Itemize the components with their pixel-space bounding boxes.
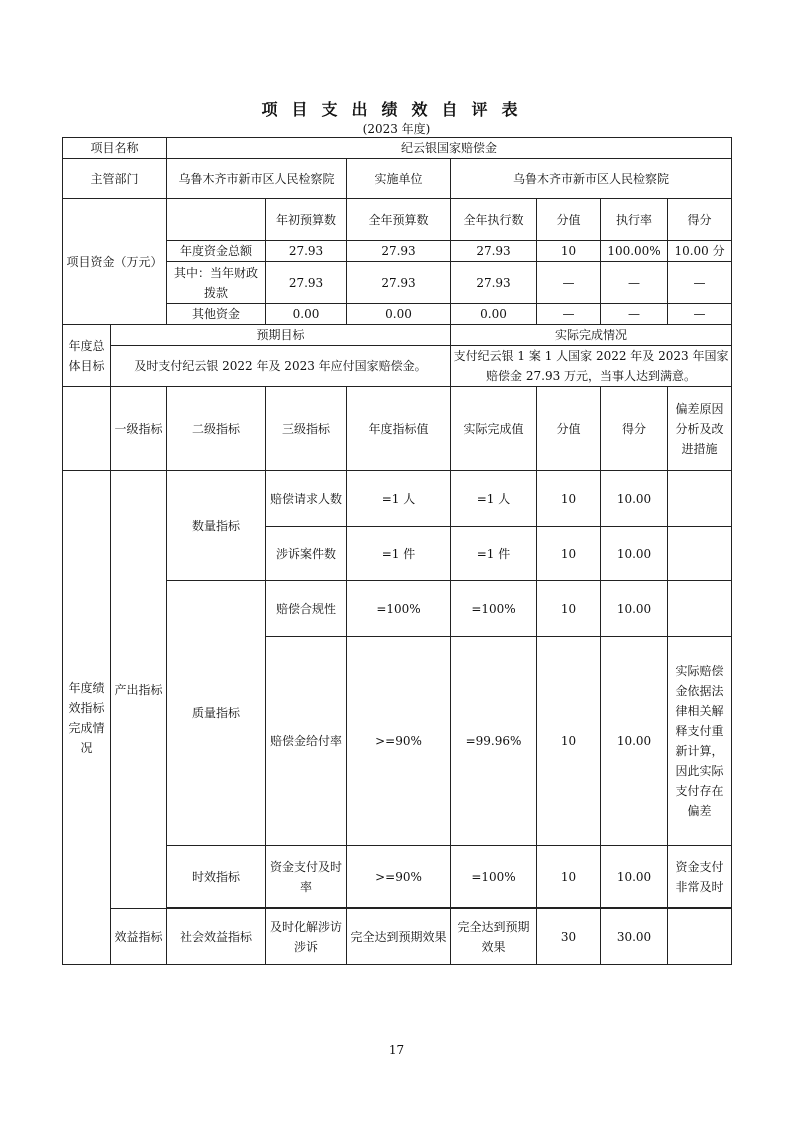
indicator-note: [668, 527, 732, 581]
indicator-note: [668, 581, 732, 637]
indicator-target: 完全达到预期效果: [347, 909, 451, 965]
indicator-score: 10: [537, 471, 601, 527]
indicator-note: [668, 909, 732, 965]
impl-value: 乌鲁木齐市新市区人民检察院: [451, 159, 732, 199]
indicator-header: 实际完成值: [451, 387, 537, 471]
funds-cell: 0.00: [347, 304, 451, 325]
indicator-name: 及时化解涉访涉诉: [266, 909, 347, 965]
quantity-indicator-label: 数量指标: [167, 471, 266, 581]
funds-cell: —: [537, 262, 601, 304]
indicator-target: =100%: [347, 581, 451, 637]
funds-cell: —: [601, 262, 668, 304]
indicators-section-label: 年度绩效指标完成情况: [63, 471, 111, 965]
indicator-actual: =99.96%: [451, 637, 537, 846]
funds-cell: 27.93: [266, 262, 347, 304]
funds-cell: 10.00 分: [668, 241, 732, 262]
funds-header: 得分: [668, 199, 732, 241]
funds-header: 执行率: [601, 199, 668, 241]
indicator-header: 一级指标: [111, 387, 167, 471]
indicator-got: 10.00: [601, 527, 668, 581]
indicator-score: 30: [537, 909, 601, 965]
project-name-value: 纪云银国家赔偿金: [167, 138, 732, 159]
funds-label: 项目资金（万元）: [63, 199, 167, 325]
indicator-header: 分值: [537, 387, 601, 471]
funds-cell: 27.93: [451, 241, 537, 262]
funds-cell: 27.93: [347, 262, 451, 304]
indicator-got: 30.00: [601, 909, 668, 965]
indicator-header: 偏差原因分析及改进措施: [668, 387, 732, 471]
indicator-score: 10: [537, 581, 601, 637]
indicator-header: 年度指标值: [347, 387, 451, 471]
indicator-name: 赔偿合规性: [266, 581, 347, 637]
funds-row-label: 其中：当年财政拨款: [167, 262, 266, 304]
quality-indicator-label: 质量指标: [167, 581, 266, 846]
funds-cell: —: [668, 304, 732, 325]
indicator-score: 10: [537, 527, 601, 581]
project-name-label: 项目名称: [63, 138, 167, 159]
indicator-header: 二级指标: [167, 387, 266, 471]
indicator-score: 10: [537, 846, 601, 908]
indicator-got: 10.00: [601, 637, 668, 846]
timeliness-indicator-label: 时效指标: [167, 846, 266, 908]
funds-cell: 100.00%: [601, 241, 668, 262]
page-title: 项目支出绩效自评表: [261, 100, 532, 119]
funds-header: 全年执行数: [451, 199, 537, 241]
goals-actual-label: 实际完成情况: [451, 325, 732, 346]
indicator-header: 得分: [601, 387, 668, 471]
indicator-got: 10.00: [601, 846, 668, 908]
output-indicator-label: 产出指标: [111, 471, 167, 909]
funds-cell: 27.93: [266, 241, 347, 262]
goals-expected-label: 预期目标: [111, 325, 451, 346]
social-indicator-label: 社会效益指标: [167, 909, 266, 965]
dept-value: 乌鲁木齐市新市区人民检察院: [167, 159, 347, 199]
funds-cell: —: [537, 304, 601, 325]
goals-label: 年度总体目标: [63, 325, 111, 387]
impl-label: 实施单位: [347, 159, 451, 199]
indicator-actual: =1 人: [451, 471, 537, 527]
funds-cell: 10: [537, 241, 601, 262]
funds-header: 全年预算数: [347, 199, 451, 241]
funds-row-label: 其他资金: [167, 304, 266, 325]
indicator-target: =1 件: [347, 527, 451, 581]
indicator-header: 三级指标: [266, 387, 347, 471]
funds-header-blank: [167, 199, 266, 241]
indicator-score: 10: [537, 637, 601, 846]
funds-cell: —: [668, 262, 732, 304]
benefit-indicator-label: 效益指标: [111, 909, 167, 965]
indicator-name: 赔偿请求人数: [266, 471, 347, 527]
goals-actual: 支付纪云银 1 案 1 人国家 2022 年及 2023 年国家赔偿金 27.93 万元，当事人达到满意。: [451, 346, 732, 387]
indicator-note: 实际赔偿金依据法律相关解释支付重新计算，因此实际支付存在偏差: [668, 637, 732, 846]
page-number: 17: [388, 1043, 405, 1057]
indicator-target: >=90%: [347, 846, 451, 908]
indicator-actual: 完全达到预期效果: [451, 909, 537, 965]
goals-expected: 及时支付纪云银 2022 年及 2023 年应付国家赔偿金。: [111, 346, 451, 387]
indicator-header-blank: [63, 387, 111, 471]
funds-row-label: 年度资金总额: [167, 241, 266, 262]
performance-table: [62, 137, 732, 965]
indicator-target: =1 人: [347, 471, 451, 527]
indicator-actual: =1 件: [451, 527, 537, 581]
indicator-name: 涉诉案件数: [266, 527, 347, 581]
indicator-got: 10.00: [601, 471, 668, 527]
indicator-target: >=90%: [347, 637, 451, 846]
indicator-actual: =100%: [451, 581, 537, 637]
indicator-note: 资金支付非常及时: [668, 846, 732, 908]
indicator-note: [668, 471, 732, 527]
indicator-actual: =100%: [451, 846, 537, 908]
funds-header: 年初预算数: [266, 199, 347, 241]
indicator-name: 资金支付及时率: [266, 846, 347, 908]
funds-cell: —: [601, 304, 668, 325]
funds-cell: 27.93: [451, 262, 537, 304]
dept-label: 主管部门: [63, 159, 167, 199]
indicator-got: 10.00: [601, 581, 668, 637]
funds-cell: 27.93: [347, 241, 451, 262]
funds-header: 分值: [537, 199, 601, 241]
funds-cell: 0.00: [451, 304, 537, 325]
indicator-name: 赔偿金给付率: [266, 637, 347, 846]
report-year: (2023 年度): [362, 122, 431, 136]
funds-cell: 0.00: [266, 304, 347, 325]
